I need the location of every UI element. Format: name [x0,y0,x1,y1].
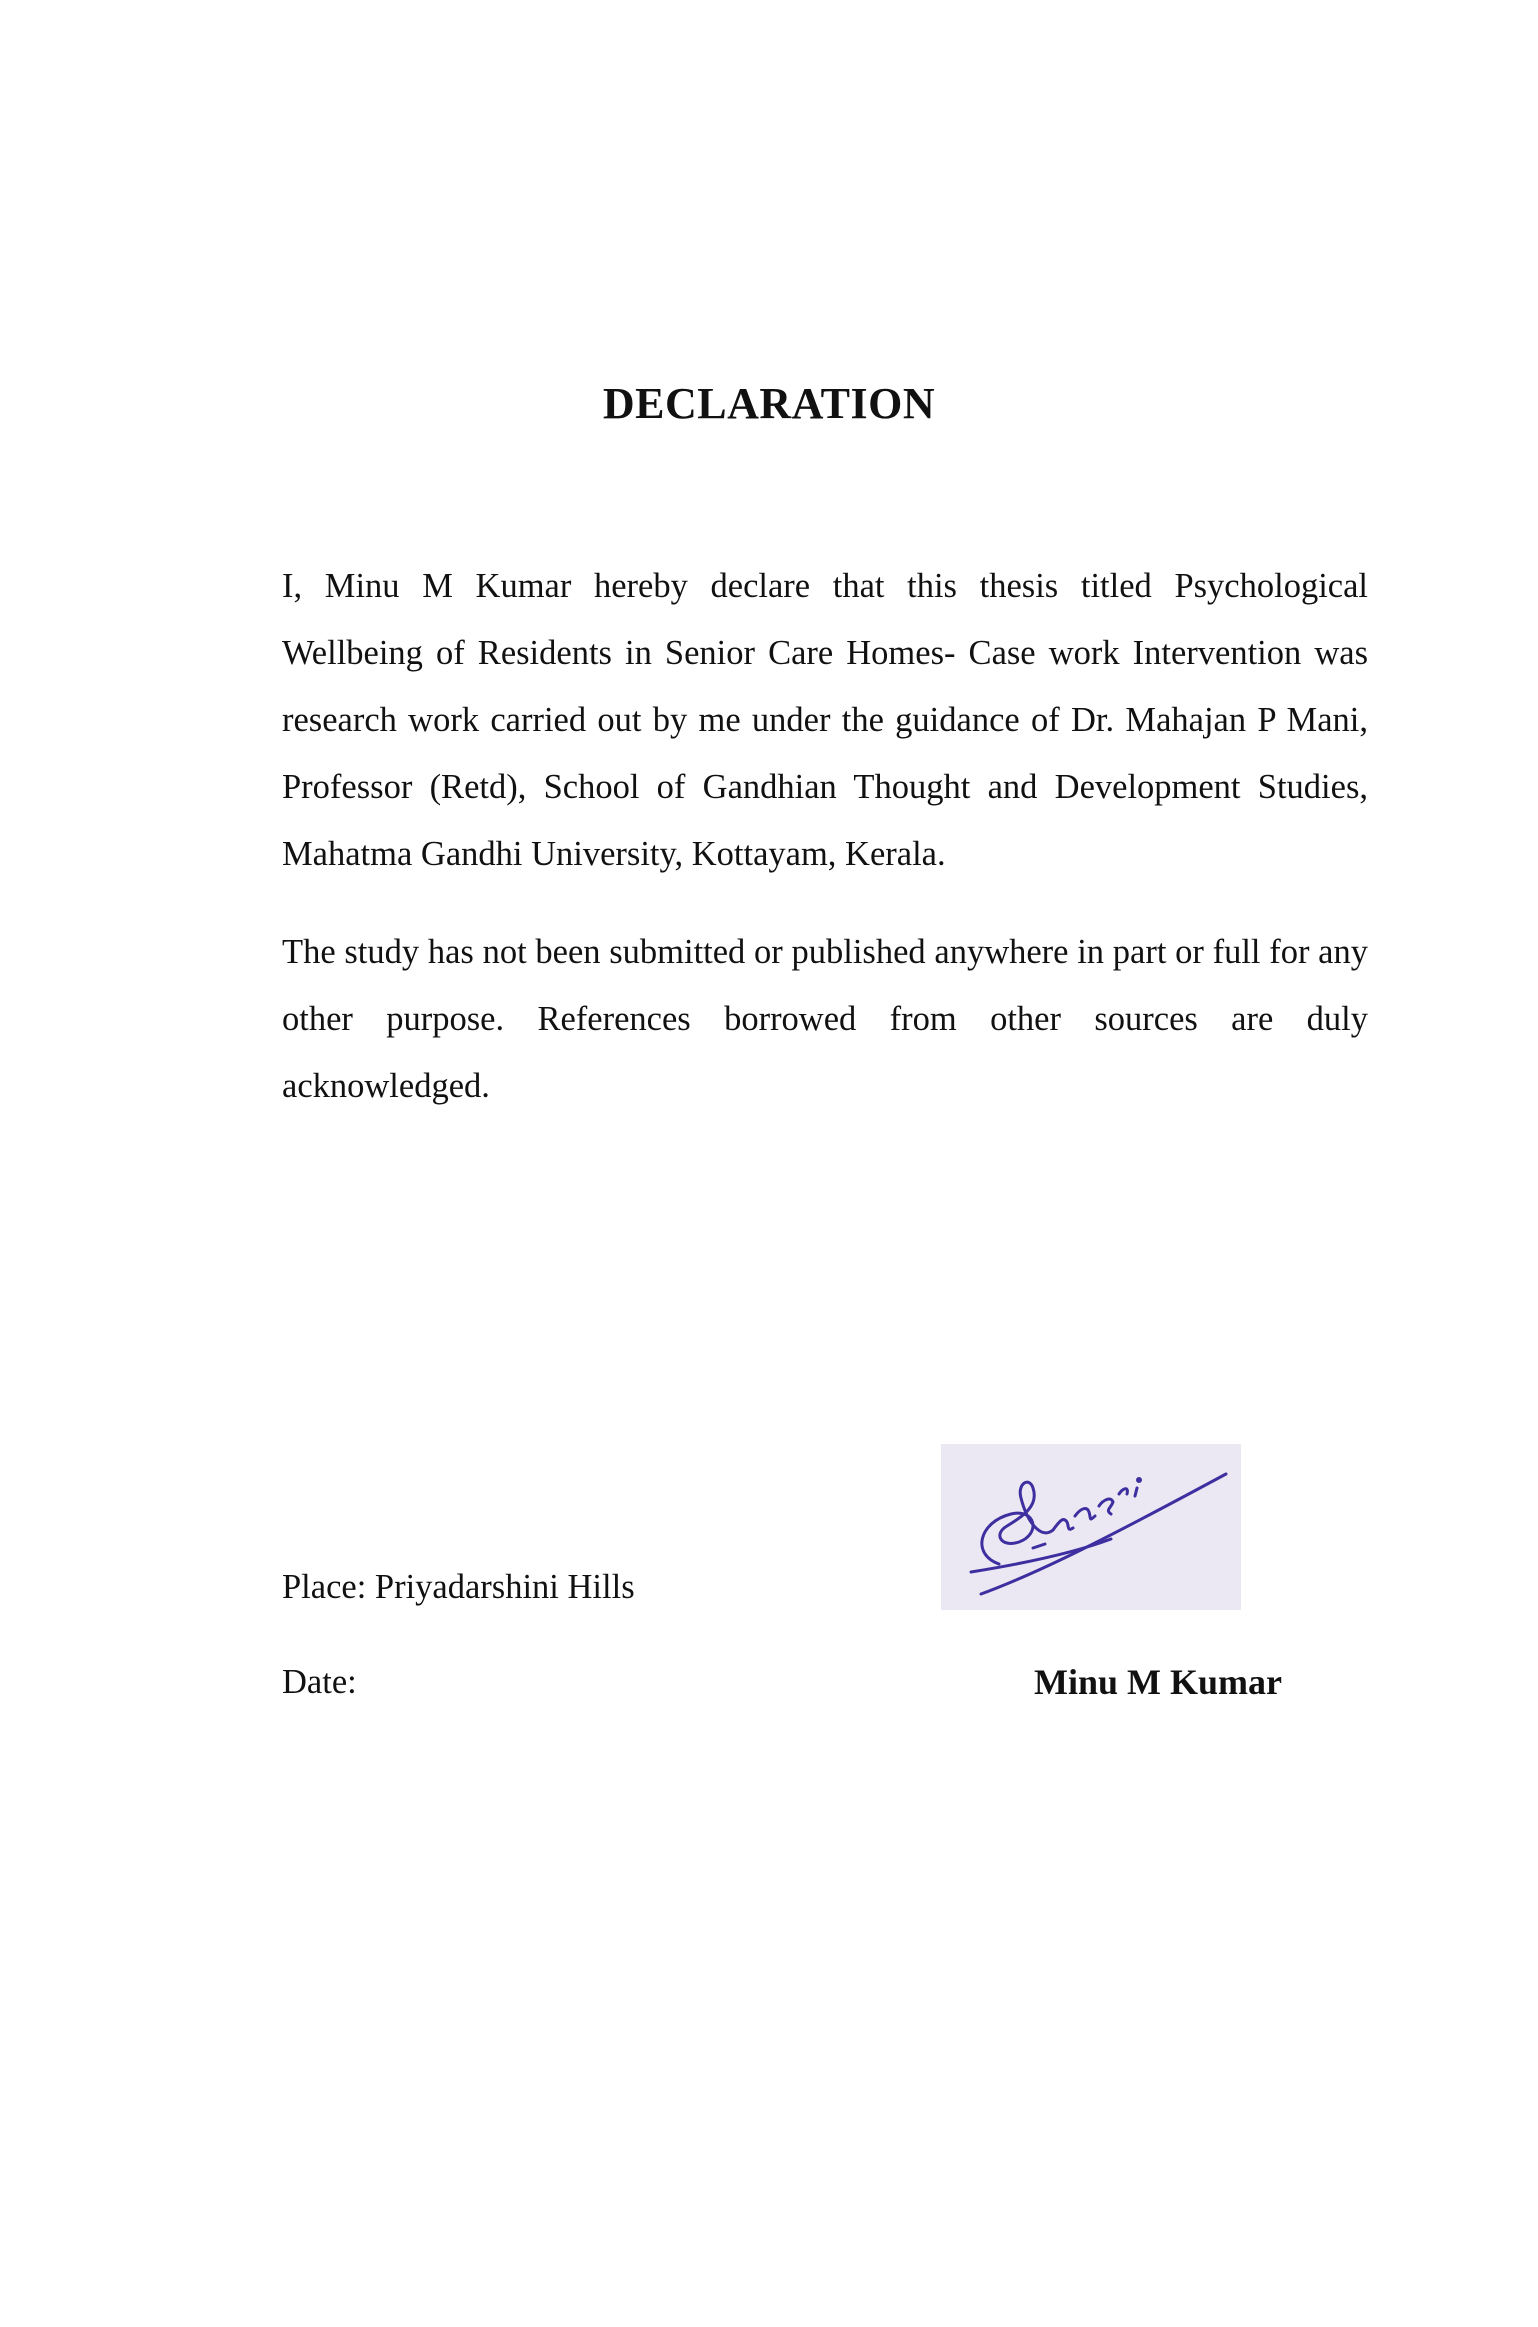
page-title: DECLARATION [602,379,936,428]
place-value: Priyadarshini Hills [374,1568,635,1606]
place-label: Place: [282,1568,367,1606]
place-line [282,1568,635,1607]
declaration-paragraph-2: The study has not been submitted or published anywhere in part or full for any other purpose. References borrowed from other sources are duly acknowledged. [282,933,1368,1105]
signer-name: Minu M Kumar [1034,1662,1282,1702]
signature-image [941,1444,1241,1610]
date-label: Date: [282,1663,357,1701]
declaration-paragraph-1: I, Minu M Kumar hereby declare that this thesis titled Psychological Wellbeing of Residents in Senior Care Homes- Case work Intervention was research work carried out by me under the guidance of Dr. Mahajan P Mani, Professor (Retd), School of Gandhian Thought and Development Studies, Mahatma Gandhi University, Kottayam, Kerala. [282,567,1368,873]
date-line [282,1663,357,1702]
